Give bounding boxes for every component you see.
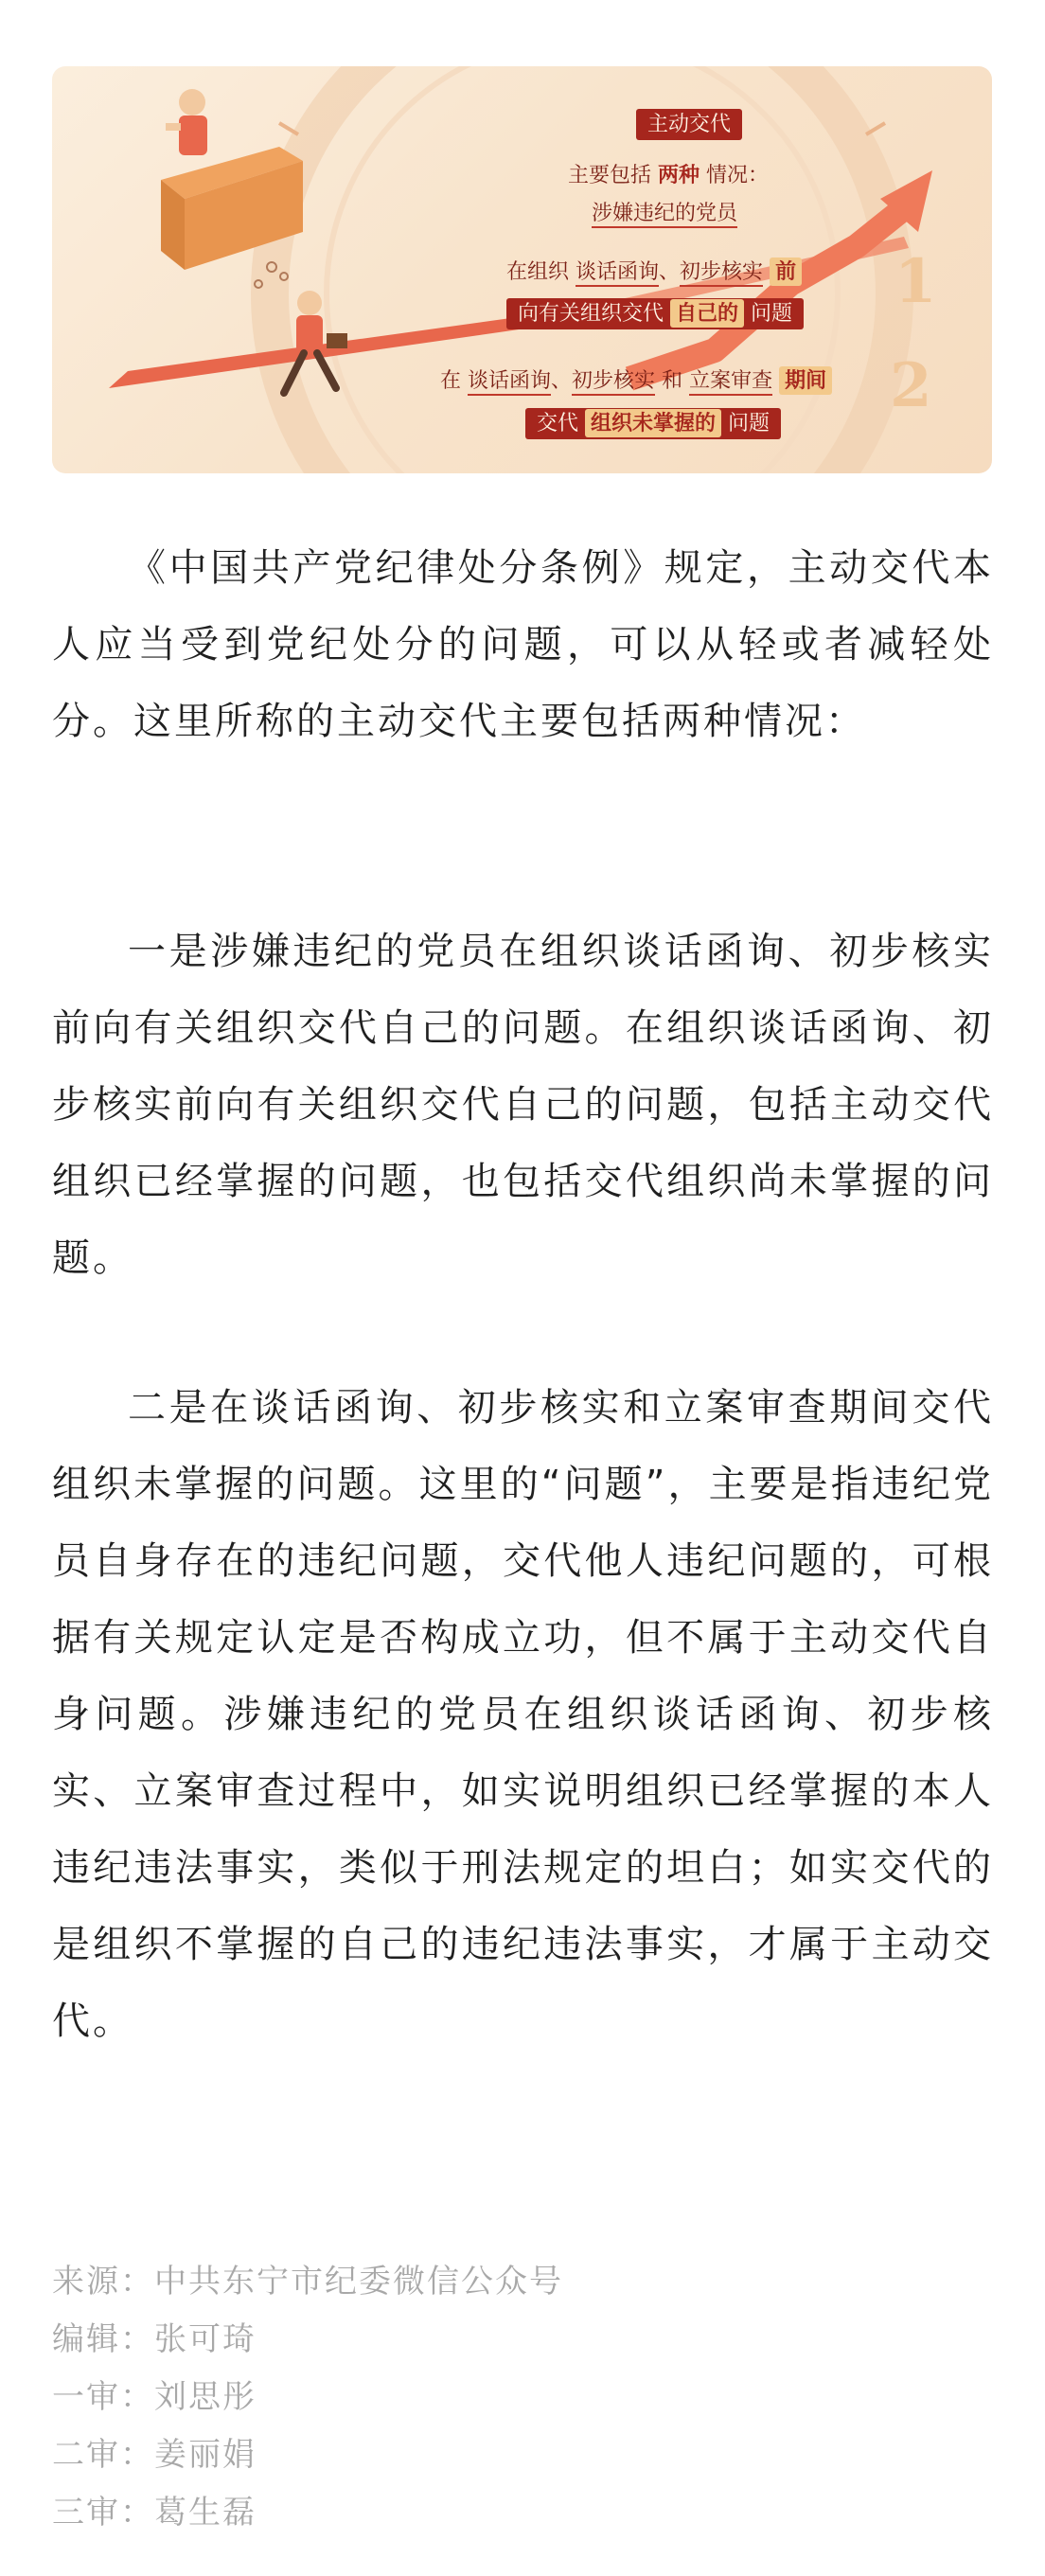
- line1-pre: 主要包括: [568, 164, 652, 187]
- case2b-highlight: 组织未掌握的: [585, 409, 721, 437]
- banner-tag: [636, 108, 742, 137]
- banner-case2-line1: [440, 364, 832, 394]
- case1b-pre: 向有关组织交代: [518, 302, 664, 326]
- banner-case1-line2: [506, 297, 804, 327]
- line1-post: 情况：: [706, 164, 770, 187]
- case1-sep: 、: [659, 260, 681, 284]
- case1b-highlight: 自己的: [670, 299, 744, 328]
- credit-source: [52, 2253, 563, 2311]
- number-two: 2: [890, 350, 932, 421]
- banner-case1-line1: [506, 256, 802, 285]
- credits-block: [52, 2253, 563, 2542]
- credit-value: 中共东宁市纪委微信公众号: [154, 2263, 563, 2301]
- credit-value: 张可琦: [154, 2320, 257, 2358]
- paragraph-2: 一是涉嫌违纪的党员在组织谈话函询、初步核实前向有关组织交代自己的问题。在组织谈话函询、初步核实前向有关组织交代自己的问题，包括主动交代组织已经掌握的问题，也包括交代组织尚未掌握的问题。: [52, 930, 994, 1280]
- case2b-pre: 交代: [537, 412, 579, 435]
- case2-pre: 在: [440, 369, 462, 393]
- credit-value: 刘思彤: [154, 2378, 257, 2416]
- header-illustration: [52, 66, 992, 473]
- tag-text: 主动交代: [636, 109, 742, 140]
- case1b-post: 问题: [751, 302, 793, 326]
- subject-text: 涉嫌违纪的党员: [592, 202, 737, 228]
- credit-review-2: [52, 2426, 563, 2484]
- paragraph-1: 《中国共产党纪律处分条例》规定，主动交代本人应当受到党纪处分的问题，可以从轻或者减轻处分。这里所称的主动交代主要包括两种情况：: [52, 546, 994, 743]
- case1-pre: 在组织: [506, 260, 570, 284]
- case2-under3: 立案审查: [689, 369, 772, 396]
- case1-under1: 谈话函询: [576, 260, 659, 287]
- credit-label: 二审：: [52, 2436, 154, 2474]
- credit-review-3: [52, 2484, 563, 2542]
- credit-label: 编辑：: [52, 2320, 154, 2358]
- banner-line1: [568, 159, 769, 188]
- case2-under2: 初步核实: [572, 369, 655, 396]
- case1-under2: 初步核实: [680, 260, 763, 287]
- case1-highlight: 前: [770, 258, 802, 286]
- credit-review-1: [52, 2369, 563, 2426]
- credit-value: 姜丽娟: [154, 2436, 257, 2474]
- banner-subject: [592, 197, 737, 226]
- case2b-post: 问题: [728, 412, 770, 435]
- case2-under1: 谈话函询: [468, 369, 551, 396]
- case2-sep: 、: [551, 369, 573, 393]
- paragraph-3: 二是在谈话函询、初步核实和立案审查期间交代组织未掌握的问题。这里的“问题”，主要是指违纪党员自身存在的违纪问题，交代他人违纪问题的，可根据有关规定认定是否构成立功，但不属于主动交代自身问题。涉嫌违纪的党员在组织谈话函询、初步核实、立案审查过程中，如实说明组织已经掌握的本人违纪违法事实，类似于刑法规定的坦白；如实交代的是组织不掌握的自己的违纪违法事实，才属于主动交代。: [52, 1386, 994, 2043]
- case2-highlight: 期间: [779, 366, 832, 395]
- credit-label: 一审：: [52, 2378, 154, 2416]
- case2-and: 和: [662, 369, 683, 393]
- line1-highlight: 两种: [658, 163, 700, 187]
- credit-value: 葛生磊: [154, 2494, 257, 2532]
- banner-case2-line2: [525, 407, 781, 436]
- credit-label: 三审：: [52, 2494, 154, 2532]
- credit-label: 来源：: [52, 2263, 154, 2301]
- credit-editor: [52, 2311, 563, 2369]
- number-one: 1: [894, 246, 937, 317]
